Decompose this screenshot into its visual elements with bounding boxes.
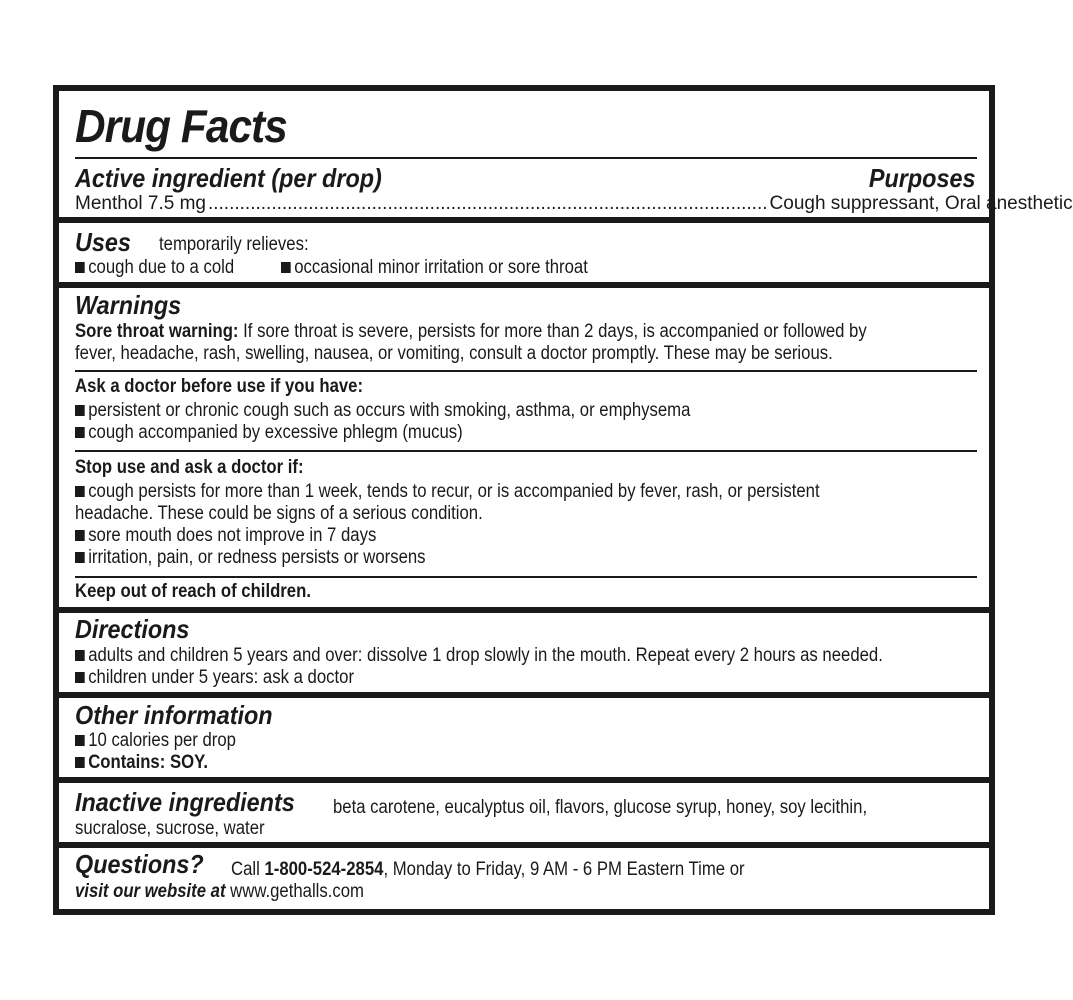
section-divider — [59, 217, 989, 223]
bullet-square-icon — [75, 650, 85, 661]
hours-text: , Monday to Friday, 9 AM - 6 PM Eastern Time or — [383, 859, 745, 880]
ask-doctor-item — [75, 422, 463, 444]
section-divider — [59, 607, 989, 613]
warnings-heading: Warnings — [75, 290, 182, 320]
stop-use-item-text: irritation, pain, or redness persists or worsens — [88, 547, 426, 568]
website-link[interactable]: www.gethalls.com — [230, 881, 364, 902]
drug-facts-panel — [53, 85, 1073, 915]
section-divider — [59, 692, 989, 698]
questions-website-line — [75, 881, 364, 903]
uses-heading: Uses — [75, 227, 131, 257]
section-divider — [59, 282, 989, 288]
stop-use-item-text: cough persists for more than 1 week, tends to recur, or is accompanied by fever, rash, or persistent — [88, 481, 820, 502]
uses-item-text: occasional minor irritation or sore throat — [294, 257, 588, 278]
questions-call-line — [231, 859, 745, 881]
divider — [75, 576, 977, 578]
purposes-heading: Purposes — [868, 163, 975, 193]
bullet-square-icon — [75, 427, 85, 438]
other-information-item — [75, 752, 208, 774]
purpose-text: Cough suppressant, Oral anesthetic — [769, 193, 1073, 214]
section-divider — [59, 777, 989, 783]
directions-heading: Directions — [75, 614, 190, 644]
contains-soy-text: Contains: SOY. — [88, 752, 209, 773]
bullet-square-icon — [75, 262, 85, 273]
questions-heading: Questions? — [75, 849, 204, 879]
sore-throat-warning-label: Sore throat warning: — [75, 321, 239, 342]
sore-throat-warning-line-1 — [75, 321, 867, 343]
sore-throat-warning-line-2: fever, headache, rash, swelling, nausea, or vomiting, consult a doctor promptly. These may be serious. — [75, 343, 833, 364]
directions-item-text: adults and children 5 years and over: dissolve 1 drop slowly in the mouth. Repeat every 2 hours as needed. — [88, 645, 883, 666]
divider — [75, 370, 977, 372]
stop-use-heading: Stop use and ask a doctor if: — [75, 457, 304, 478]
bullet-square-icon — [281, 262, 291, 273]
bullet-square-icon — [75, 530, 85, 541]
ask-doctor-item — [75, 400, 690, 422]
phone-number[interactable]: 1-800-524-2854 — [264, 859, 384, 880]
other-information-item — [75, 730, 236, 752]
divider — [75, 450, 977, 452]
ask-doctor-item-text: cough accompanied by excessive phlegm (mucus) — [88, 422, 463, 443]
leader-dots: .......................................................................................................... — [207, 193, 768, 214]
keep-out-of-reach: Keep out of reach of children. — [75, 581, 311, 602]
active-ingredient-row — [75, 193, 1073, 215]
inactive-ingredients-heading: Inactive ingredients — [75, 787, 295, 817]
uses-item-text: cough due to a cold — [88, 257, 235, 278]
directions-item — [75, 645, 883, 667]
bullet-square-icon — [75, 672, 85, 683]
divider — [75, 157, 977, 159]
website-label: visit our website at — [75, 881, 226, 902]
drug-facts-title: Drug Facts — [75, 100, 287, 152]
stop-use-item — [75, 547, 426, 569]
uses-intro: temporarily relieves: — [159, 234, 309, 255]
stop-use-item — [75, 481, 820, 503]
section-divider — [59, 842, 989, 848]
other-information-item-text: 10 calories per drop — [88, 730, 236, 751]
uses-item — [75, 257, 234, 279]
active-ingredient-name: Menthol 7.5 mg — [75, 193, 206, 214]
ask-doctor-heading: Ask a doctor before use if you have: — [75, 376, 364, 397]
directions-item — [75, 667, 354, 689]
bullet-square-icon — [75, 735, 85, 746]
bullet-square-icon — [75, 552, 85, 563]
uses-item — [281, 257, 588, 279]
ask-doctor-item-text: persistent or chronic cough such as occurs with smoking, asthma, or emphysema — [88, 400, 691, 421]
active-ingredient-heading: Active ingredient (per drop) — [75, 163, 382, 193]
bullet-square-icon — [75, 757, 85, 768]
sore-throat-warning-text: If sore throat is severe, persists for more than 2 days, is accompanied or followed by — [243, 321, 867, 342]
inactive-ingredients-text-2: sucralose, sucrose, water — [75, 818, 265, 839]
directions-item-text: children under 5 years: ask a doctor — [88, 667, 355, 688]
stop-use-item — [75, 525, 376, 547]
bullet-square-icon — [75, 486, 85, 497]
bullet-square-icon — [75, 405, 85, 416]
stop-use-item-continued: headache. These could be signs of a serious condition. — [75, 503, 483, 524]
stop-use-item-text: sore mouth does not improve in 7 days — [88, 525, 377, 546]
other-information-heading: Other information — [75, 700, 273, 730]
inactive-ingredients-text-1: beta carotene, eucalyptus oil, flavors, glucose syrup, honey, soy lecithin, — [333, 797, 868, 818]
call-label: Call — [231, 859, 260, 880]
